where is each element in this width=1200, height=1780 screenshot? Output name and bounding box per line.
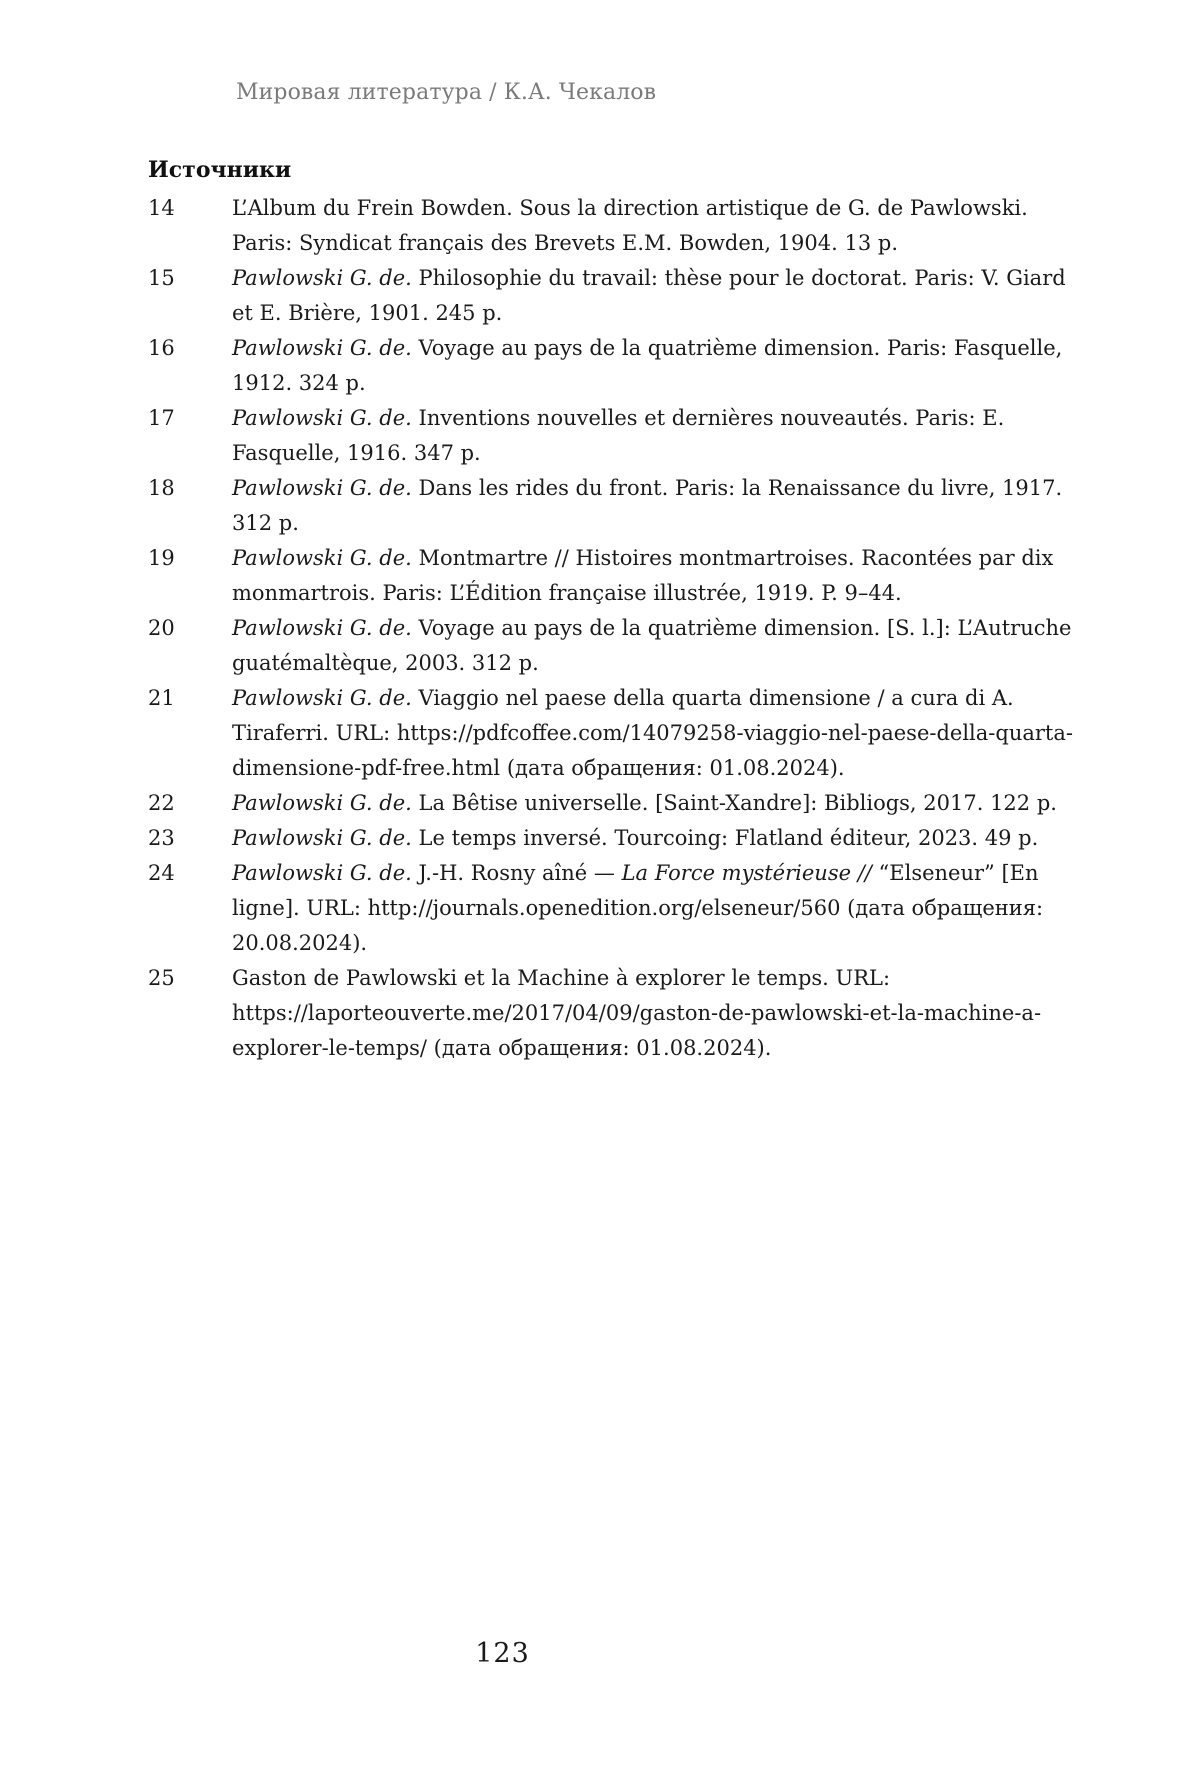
reference-author: Pawlowski G. de. (232, 861, 412, 885)
reference-text (232, 471, 1088, 541)
reference-item-21 (148, 681, 1088, 786)
reference-item-18 (148, 471, 1088, 541)
reference-italic-title: La Force mystérieuse // (621, 861, 872, 885)
reference-description: Dans les rides du front. Paris: la Renaissance du livre, 1917. 312 p. (232, 476, 1063, 535)
reference-text (232, 541, 1088, 611)
reference-text (232, 856, 1088, 961)
reference-number: 19 (148, 546, 175, 570)
reference-number: 16 (148, 336, 175, 360)
reference-item-23 (148, 821, 1088, 856)
reference-author: Pawlowski G. de. (232, 476, 412, 500)
reference-item-17 (148, 401, 1088, 471)
reference-text (232, 261, 1088, 331)
reference-author: Pawlowski G. de. (232, 791, 412, 815)
reference-number: 21 (148, 686, 175, 710)
reference-text (232, 611, 1088, 681)
reference-number: 15 (148, 266, 175, 290)
section-heading: Источники (148, 157, 292, 183)
reference-description: La Bêtise universelle. [Saint-Xandre]: Bibliogs, 2017. 122 p. (411, 791, 1057, 815)
reference-item-19 (148, 541, 1088, 611)
reference-author: Pawlowski G. de. (232, 686, 412, 710)
reference-text (232, 786, 1088, 821)
reference-item-15 (148, 261, 1088, 331)
reference-number: 17 (148, 406, 175, 430)
page-number: 123 (475, 1638, 530, 1669)
reference-description: L’Album du Frein Bowden. Sous la direction artistique de G. de Pawlowski. Paris: Syndicat français des Brevets E.M. Bowden, 1904. 13 p. (232, 196, 1028, 255)
reference-description-end: “Elseneur” [En ligne]. URL: http://journals.openedition.org/elseneur/560 (дата обращения: 20.08.2024). (232, 861, 1044, 955)
reference-description: Viaggio nel paese della quarta dimensione / a cura di A. Tiraferri. URL: https://pdfcoffee.com/14079258-viaggio-nel-paese-della-quarta-dimensione-pdf-free.html (дата обращения: 01.08.2024). (232, 686, 1073, 780)
reference-text (232, 961, 1088, 1066)
reference-author: Pawlowski G. de. (232, 266, 412, 290)
reference-description: Montmartre // Histoires montmartroises. Racontées par dix monmartrois. Paris: L’Édition française illustrée, 1919. P. 9–44. (232, 546, 1054, 605)
reference-text (232, 331, 1088, 401)
reference-text (232, 681, 1088, 786)
reference-author: Pawlowski G. de. (232, 826, 412, 850)
reference-description: Voyage au pays de la quatrième dimension. [S. l.]: L’Autruche guatémaltèque, 2003. 312 p. (232, 616, 1072, 675)
reference-description: Philosophie du travail: thèse pour le doctorat. Paris: V. Giard et E. Brière, 1901. 245 p. (232, 266, 1066, 325)
reference-item-20 (148, 611, 1088, 681)
reference-author: Pawlowski G. de. (232, 406, 412, 430)
reference-description: Gaston de Pawlowski et la Machine à explorer le temps. URL: https://laporteouverte.me/2017/04/09/gaston-de-pawlowski-et-la-machine-a-explorer-le-temps/ (дата обращения: 01.08.2024). (232, 966, 1042, 1060)
reference-number: 14 (148, 196, 175, 220)
reference-number: 22 (148, 791, 175, 815)
reference-item-25 (148, 961, 1088, 1066)
reference-item-22 (148, 786, 1088, 821)
reference-number: 18 (148, 476, 175, 500)
reference-number: 23 (148, 826, 175, 850)
reference-text (232, 191, 1088, 261)
reference-number: 24 (148, 861, 175, 885)
reference-description: Voyage au pays de la quatrième dimension. Paris: Fasquelle, 1912. 324 p. (232, 336, 1063, 395)
running-header: Мировая литература / К.А. Чекалов (236, 80, 657, 105)
reference-text (232, 401, 1088, 471)
reference-author: Pawlowski G. de. (232, 616, 412, 640)
reference-author: Pawlowski G. de. (232, 546, 412, 570)
reference-item-16 (148, 331, 1088, 401)
reference-item-14 (148, 191, 1088, 261)
reference-description: Le temps inversé. Tourcoing: Flatland éditeur, 2023. 49 p. (411, 826, 1039, 850)
reference-item-24 (148, 856, 1088, 961)
reference-author: Pawlowski G. de. (232, 336, 412, 360)
reference-description: J.-H. Rosny aîné — (411, 861, 622, 885)
reference-text (232, 821, 1088, 856)
reference-description: Inventions nouvelles et dernières nouveautés. Paris: E. Fasquelle, 1916. 347 p. (232, 406, 1005, 465)
reference-list (148, 191, 1088, 1066)
reference-number: 20 (148, 616, 175, 640)
reference-number: 25 (148, 966, 175, 990)
